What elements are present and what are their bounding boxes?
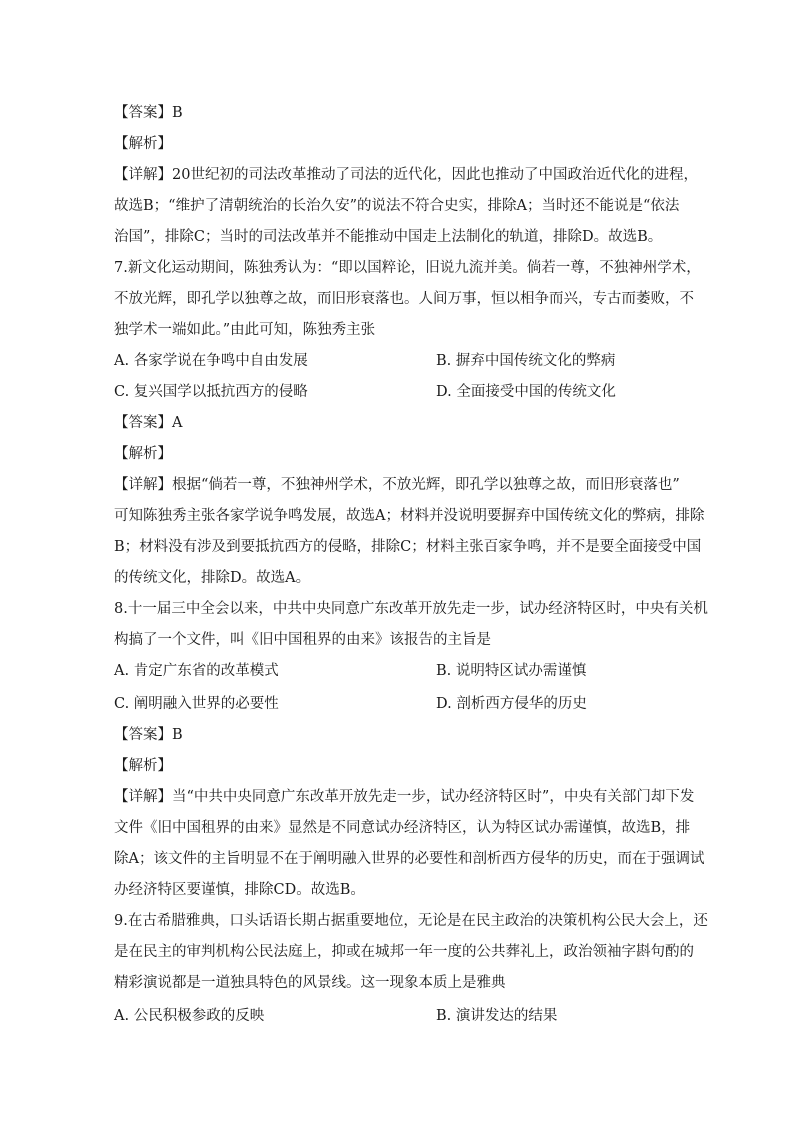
q6-analysis-heading: 【解析】: [114, 136, 172, 152]
q8-stem-line: 构搞了一个文件，叫《旧中国租界的由来》该报告的主旨是: [114, 632, 491, 648]
q8-analysis-heading: 【解析】: [114, 758, 172, 774]
q9-option-b: B. 演讲发达的结果: [436, 1008, 558, 1024]
q9-option-a: A. 公民积极参政的反映: [114, 1008, 265, 1024]
q8-option-c: C. 阐明融入世界的必要性: [114, 696, 279, 712]
q7-option-a: A. 各家学说在争鸣中自由发展: [114, 353, 308, 369]
q6-detail-line: 【详解】20世纪初的司法改革推动了司法的近代化，因此也推动了中国政治近代化的进程，: [114, 167, 698, 183]
q8-option-d: D. 剖析西方侵华的历史: [436, 696, 587, 712]
q6-detail-line: 故选B；“维护了清朝统治的长治久安”的说法不符合史实，排除A；当时还不能说是“依法: [114, 198, 680, 214]
q7-answer: 【答案】A: [114, 415, 183, 431]
q7-detail-line: 可知陈独秀主张各家学说争鸣发展，故选A；材料并没说明要摒弃中国传统文化的弊病，排除: [114, 508, 705, 524]
q8-option-b: B. 说明特区试办需谨慎: [436, 663, 587, 679]
q8-detail-line: 办经济特区要谨慎，排除CD。故选B。: [114, 882, 365, 898]
q8-detail-line: 除A；该文件的主旨明显不在于阐明融入世界的必要性和剖析西方侵华的历史，而在于强调试: [114, 851, 705, 867]
q8-option-a: A. 肯定广东省的改革模式: [114, 663, 279, 679]
q9-stem-line: 是在民主的审判机构公民法庭上，抑或在城邦一年一度的公共葬礼上，政治领袖字斟句酌的: [114, 944, 694, 960]
q7-detail-line: 【详解】根据“倘若一尊，不独神州学术，不放光辉，即孔学以独尊之故，而旧形衰落也”: [114, 477, 680, 493]
q9-stem-line: 精彩演说都是一道独具特色的风景线。这一现象本质上是雅典: [114, 975, 506, 991]
q8-detail-line: 文件《旧中国租界的由来》显然是不同意试办经济特区，认为特区试办需谨慎，故选B，排: [114, 820, 691, 836]
q7-analysis-heading: 【解析】: [114, 446, 172, 462]
q7-stem-line: 不放光辉，即孔学以独尊之故，而旧形衰落也。人间万事，恒以相争而兴，专古而萎败，不: [114, 291, 694, 307]
q8-stem-line: 8.十一届三中全会以来，中共中央同意广东改革开放先走一步，试办经济特区时，中央有关机: [114, 601, 708, 617]
q6-detail-line: 治国”，排除C；当时的司法改革并不能推动中国走上法制化的轨道，排除D。故选B。: [114, 229, 663, 245]
q7-option-b: B. 摒弃中国传统文化的弊病: [436, 353, 616, 369]
q6-answer: 【答案】B: [114, 105, 183, 121]
q7-detail-line: B；材料没有涉及到要抵抗西方的侵略，排除C；材料主张百家争鸣，并不是要全面接受中国: [114, 539, 702, 555]
q7-option-c: C. 复兴国学以抵抗西方的侵略: [114, 384, 308, 400]
q7-detail-line: 的传统文化，排除D。故选A。: [114, 570, 311, 586]
q8-detail-line: 【详解】当“中共中央同意广东改革开放先走一步，试办经济特区时”，中央有关部门却下发: [114, 789, 695, 805]
q7-stem-line: 独学术一端如此。”由此可知，陈独秀主张: [114, 322, 376, 338]
q8-answer: 【答案】B: [114, 727, 183, 743]
q9-stem-line: 9.在古希腊雅典，口头话语长期占据重要地位，无论是在民主政治的决策机构公民大会上，还: [114, 913, 708, 929]
q7-stem-line: 7.新文化运动期间，陈独秀认为：“即以国粹论，旧说九流并美。倘若一尊，不独神州学术，: [114, 260, 701, 276]
q7-option-d: D. 全面接受中国的传统文化: [436, 384, 616, 400]
